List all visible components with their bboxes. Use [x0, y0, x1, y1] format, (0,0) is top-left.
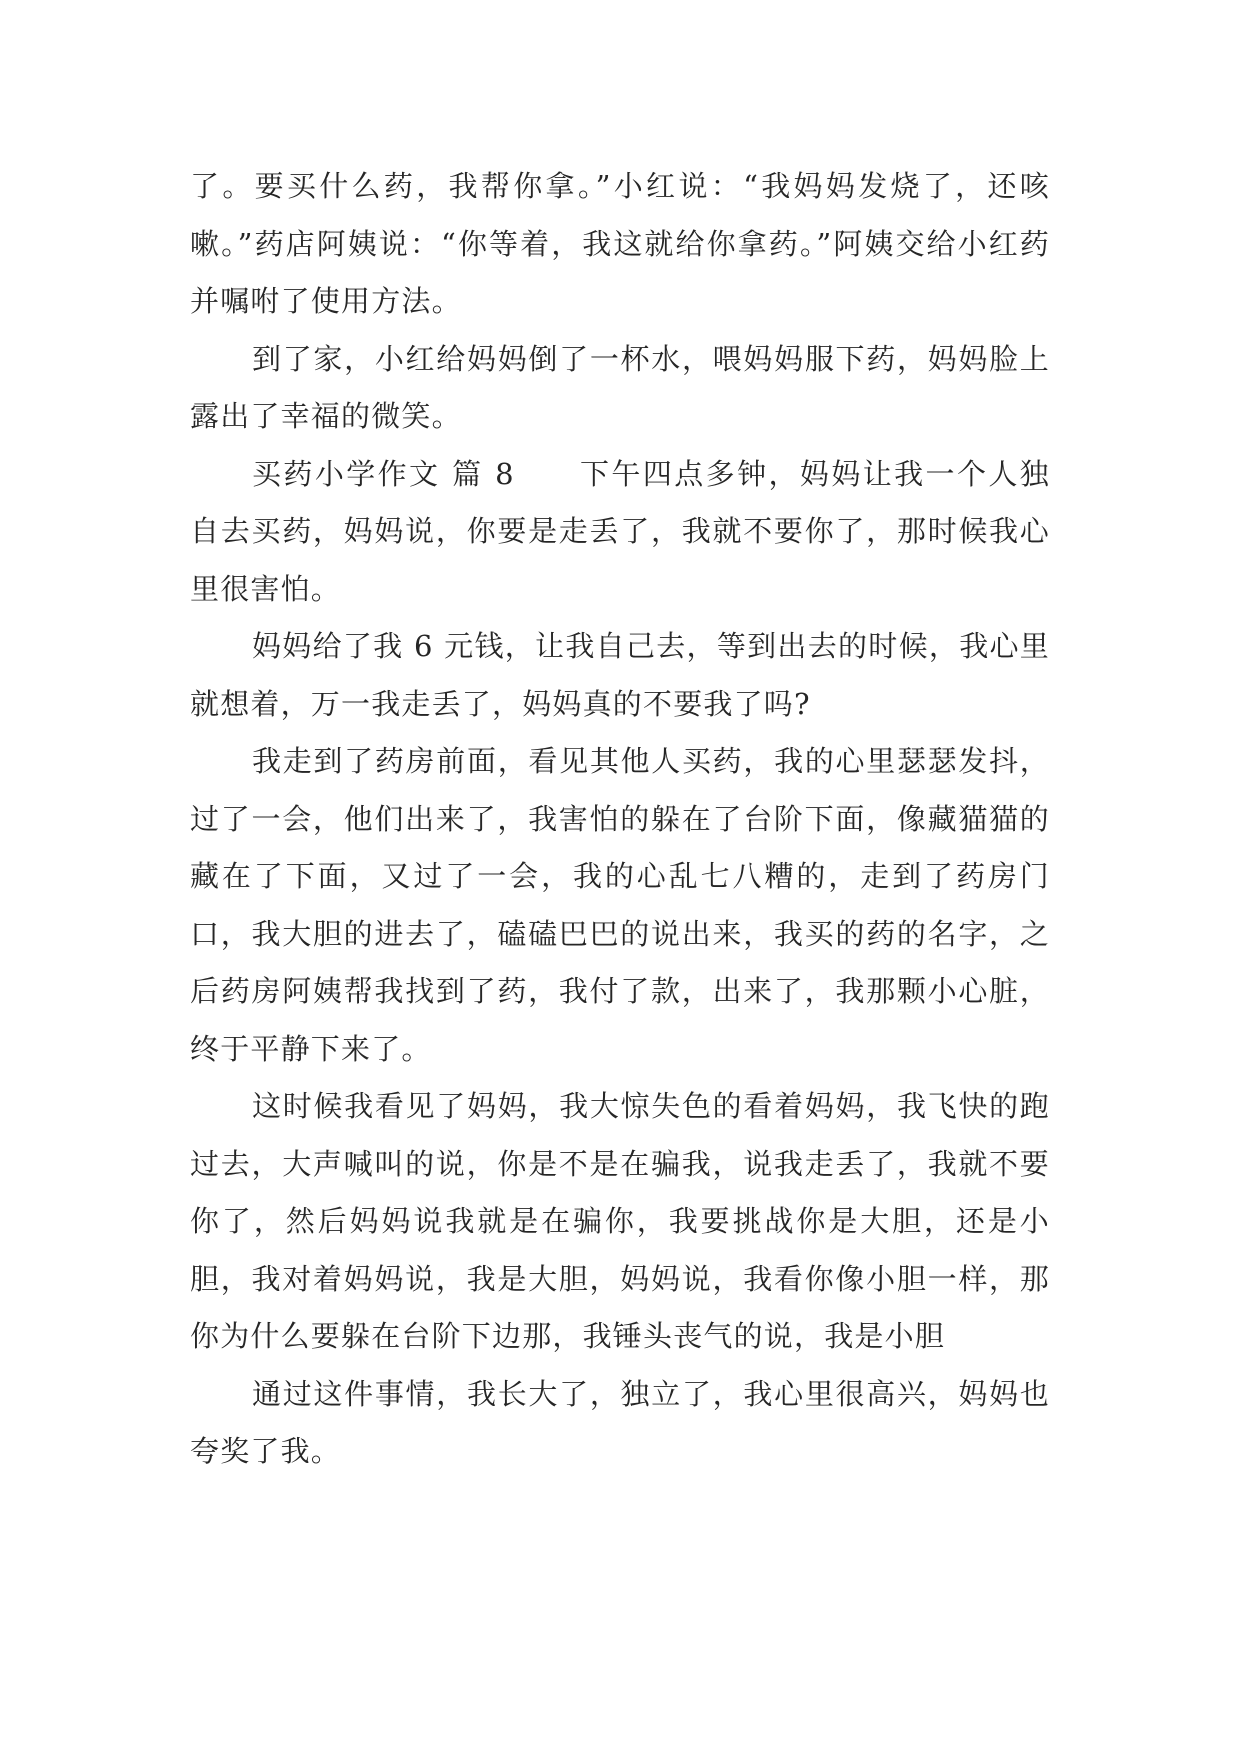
paragraph: 了。要买什么药，我帮你拿。”小红说：“我妈妈发烧了，还咳嗽。”药店阿姨说：“你等着，我这就给你拿药。”阿姨交给小红药并嘱咐了使用方法。 [190, 169, 1050, 318]
paragraph: 通过这件事情，我长大了，独立了，我心里很高兴，妈妈也夸奖了我。 [190, 1376, 1050, 1468]
section-paragraph [190, 446, 1050, 619]
paragraph: 到了家，小红给妈妈倒了一杯水，喂妈妈服下药，妈妈脸上露出了幸福的微笑。 [190, 341, 1050, 433]
section-first-text: 下午四点多钟，妈妈让我一个人独自去买药，妈妈说，你要是走丢了，我就不要你了，那时候我心里很害怕。 [190, 456, 1050, 606]
paragraph: 这时候我看见了妈妈，我大惊失色的看着妈妈，我飞快的跑过去，大声喊叫的说，你是不是在骗我，说我走丢了，我就不要你了，然后妈妈说我就是在骗你，我要挑战你是大胆，还是小胆，我对着妈妈说，我是大胆，妈妈说，我看你像小胆一样，那你为什么要躲在台阶下边那，我锤头丧气的说，我是小胆 [190, 1089, 1050, 1353]
section-title: 买药小学作文 篇 8 [252, 456, 515, 491]
document-body [190, 158, 1050, 1481]
paragraph: 妈妈给了我 6 元钱，让我自己去，等到出去的时候，我心里就想着，万一我走丢了，妈妈真的不要我了吗? [190, 629, 1050, 721]
paragraph: 我走到了药房前面，看见其他人买药，我的心里瑟瑟发抖，过了一会，他们出来了，我害怕的躲在了台阶下面，像藏猫猫的藏在了下面，又过了一会，我的心乱七八糟的，走到了药房门口，我大胆的进去了，磕磕巴巴的说出来，我买的药的名字，之后药房阿姨帮我找到了药，我付了款，出来了，我那颗小心脏，终于平静下来了。 [190, 744, 1050, 1066]
